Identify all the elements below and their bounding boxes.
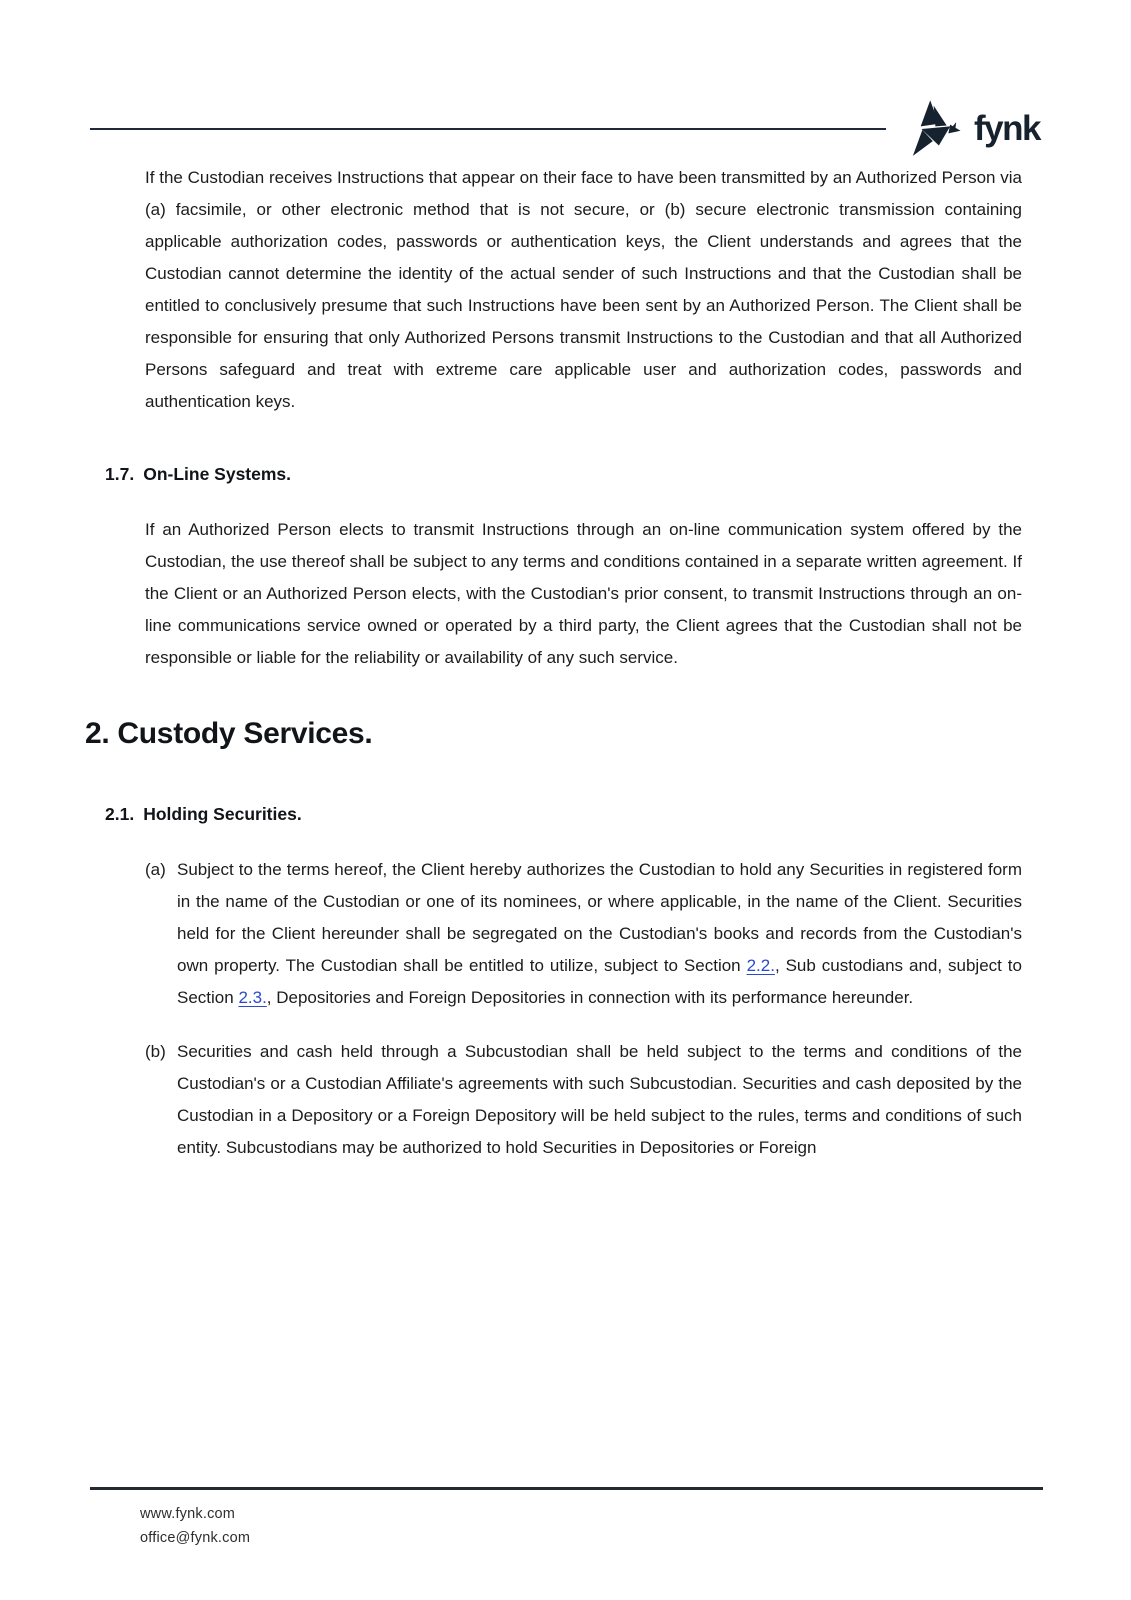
page-header <box>90 0 1040 158</box>
chapter-2-heading <box>85 716 1022 752</box>
section-1-7-heading <box>105 462 1022 486</box>
item-a-seg1: Subject to the terms hereof, the Client hereby authorizes the Custodian to hold any Securities in registered form in the name of the Custodian or one of its nominees, or where applicable, in the name of the Client. Securities held for the Client hereunder shall be segregated on the Custodian's books and records from the Custodian's own property. The Custodian shall be entitled to utilize, subject to Section <box>177 860 1022 975</box>
chapter-2-title: Custody Services. <box>117 717 373 750</box>
section-1-7-number: 1.7. <box>105 464 135 484</box>
header-rule <box>90 128 886 130</box>
document-content <box>85 162 1022 1164</box>
list-item-a <box>145 854 1022 1014</box>
brand-logo <box>912 100 1040 158</box>
intro-paragraph: If the Custodian receives Instructions that appear on their face to have been transmitted by an Authorized Person via (a) facsimile, or other electronic method that is not secure, or (b) secure electronic transmission containing applicable authorization codes, passwords or authentication keys, the Client understands and agrees that the Custodian cannot determine the identity of the actual sender of such Instructions and that the Custodian shall be entitled to conclusively presume that such Instructions have been sent by an Authorized Person. The Client shall be responsible for ensuring that only Authorized Persons transmit Instructions to the Custodian and that all Authorized Persons safeguard and treat with extreme care applicable user and authorization codes, passwords and authentication keys. <box>145 168 1022 411</box>
item-a-text <box>177 854 1022 1014</box>
list-item-b <box>145 1036 1022 1164</box>
section-1-7-title: On-Line Systems. <box>143 464 292 484</box>
chapter-2-number: 2. <box>85 717 110 750</box>
item-b-label: (b) <box>145 1042 166 1061</box>
section-2-1-heading <box>105 802 1022 826</box>
brand-wordmark: fynk <box>974 109 1040 148</box>
footer-rule <box>90 1487 1043 1490</box>
item-a-seg3: , Depositories and Foreign Depositories in connection with its performance hereunder. <box>266 988 914 1007</box>
section-link-2-2[interactable]: 2.2. <box>746 956 775 975</box>
section-link-2-3[interactable]: 2.3. <box>238 988 267 1007</box>
section-1-7-body: If an Authorized Person elects to transmit Instructions through an on-line communication system offered by the Custodian, the use thereof shall be subject to any terms and conditions contained in a separate written agreement. If the Client or an Authorized Person elects, with the Custodian's prior consent, to transmit Instructions through an on-line communications service owned or operated by a third party, the Client agrees that the Custodian shall not be responsible or liable for the reliability or availability of any such service. <box>145 520 1022 667</box>
section-2-1-number: 2.1. <box>105 804 135 824</box>
item-a-label: (a) <box>145 860 166 879</box>
footer-website: www.fynk.com <box>140 1506 236 1522</box>
page-footer <box>90 1487 1043 1550</box>
item-b-text: Securities and cash held through a Subcustodian shall be held subject to the terms and conditions of the Custodian's or a Custodian Affiliate's agreements with such Subcustodian. Securities and cash deposited by the Custodian in a Depository or a Foreign Depository will be held subject to the rules, terms and conditions of such entity. Subcustodians may be authorized to hold Securities in Depositories or Foreign <box>177 1042 1022 1157</box>
item-a-seg2: , Sub custodians and, subject to Section <box>177 956 1022 1007</box>
origami-bird-icon <box>912 100 964 158</box>
footer-email: office@fynk.com <box>140 1530 251 1546</box>
footer-contact <box>140 1502 1043 1550</box>
section-2-1-title: Holding Securities. <box>143 804 302 824</box>
